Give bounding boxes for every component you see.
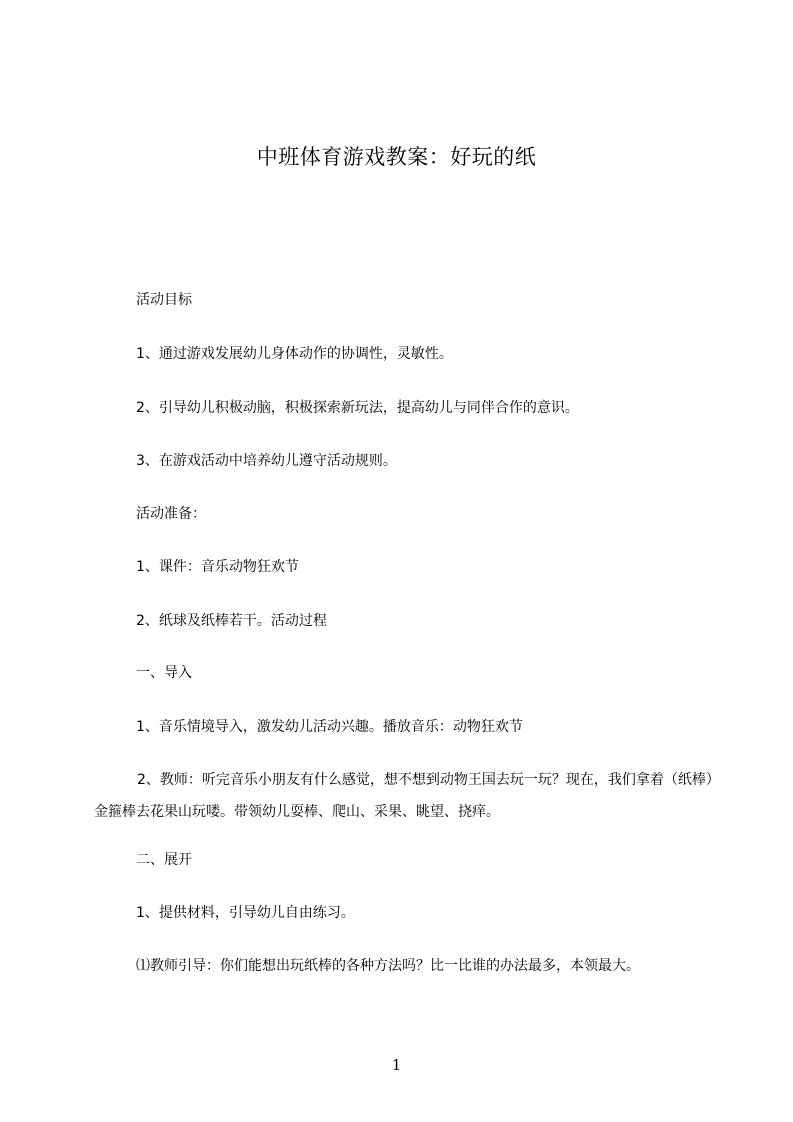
- section-heading-preparation: 活动准备：: [136, 506, 206, 522]
- paragraph: 1、课件：音乐动物狂欢节: [136, 559, 299, 575]
- paragraph-multiline: 2、教师：听完音乐小朋友有什么感觉，想不想到动物王国去玩一玩？现在，我们拿着（纸棒）金箍棒去花果山玩喽。带领幼儿耍棒、爬山、采果、眺望、挠痒。: [94, 772, 713, 820]
- section-heading-development: 二、展开: [136, 852, 192, 868]
- paragraph: 1、通过游戏发展幼儿身体动作的协调性，灵敏性。: [136, 346, 453, 362]
- paragraph: ⑴教师引导：你们能想出玩纸棒的各种方法吗？比一比谁的办法最多，本领最大。: [136, 958, 640, 974]
- paragraph: 3、在游戏活动中培养幼儿遵守活动规则。: [136, 453, 397, 469]
- paragraph: 2、纸球及纸棒若干。活动过程: [136, 613, 327, 629]
- page-number: 1: [391, 1056, 402, 1074]
- paragraph: 2、引导幼儿积极动脑，积极探索新玩法，提高幼儿与同伴合作的意识。: [136, 400, 579, 416]
- section-heading-intro: 一、导入: [136, 665, 192, 681]
- section-heading-objectives: 活动目标: [136, 292, 192, 308]
- paragraph: 1、音乐情境导入，激发幼儿活动兴趣。播放音乐：动物狂欢节: [136, 719, 523, 735]
- paragraph: 1、提供材料，引导幼儿自由练习。: [136, 905, 355, 921]
- document-title: 中班体育游戏教案：好玩的纸: [256, 145, 537, 169]
